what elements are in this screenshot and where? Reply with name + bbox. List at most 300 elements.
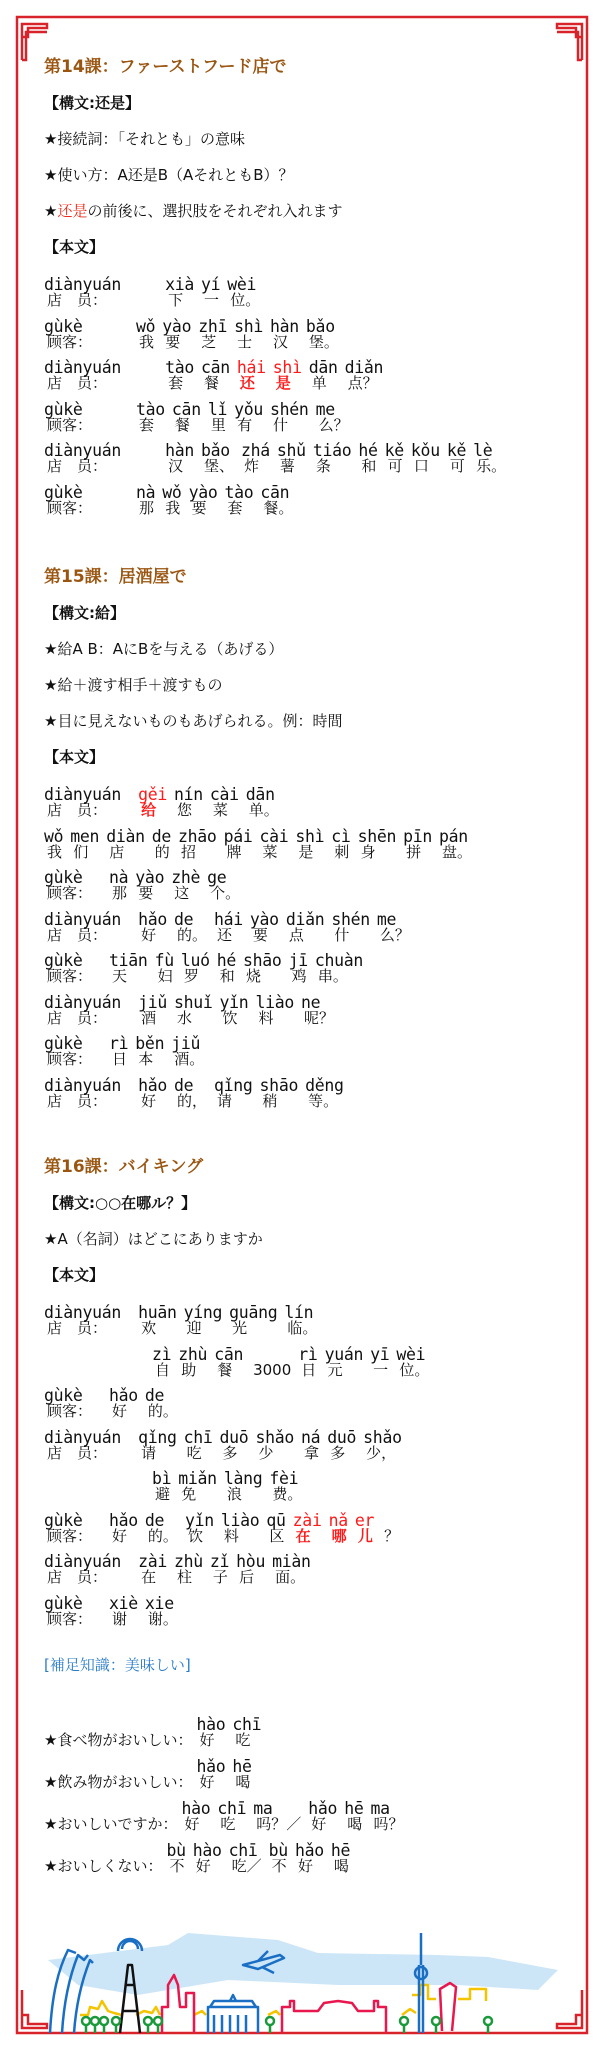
hanzi-text: 店 员： — [47, 374, 108, 392]
hanzi-text: 顾客： — [47, 1609, 93, 1628]
pinyin-text: hé — [216, 951, 237, 970]
pinyin-token — [300, 992, 334, 1027]
pinyin-text: yíng — [183, 1303, 223, 1322]
point-text: 还是 — [57, 202, 88, 220]
pinyin-text: jiǔ — [138, 992, 167, 1012]
pinyin-token — [217, 1801, 246, 1831]
hanzi-text: 酒 — [141, 1008, 157, 1027]
hanzi-text: 要 — [191, 498, 207, 517]
hanzi-text: 吃／ — [231, 1857, 262, 1875]
pinyin-text: yǐn — [184, 1510, 214, 1530]
pinyin-text: zhá — [241, 441, 270, 460]
pinyin-token — [227, 277, 260, 307]
dialog-line — [44, 1388, 574, 1430]
speaker-label — [44, 1427, 122, 1462]
pinyin-text: yào — [249, 909, 279, 929]
pinyin-text: luó — [180, 951, 210, 970]
dialog — [44, 787, 574, 1119]
speaker-label — [44, 1036, 92, 1066]
hanzi-text: 们 — [73, 842, 89, 861]
pinyin-text: diànyuán — [44, 441, 122, 460]
point-text: ★A（名詞）はどこにありますか — [44, 1230, 263, 1248]
hanzi-text: 给 — [141, 801, 157, 819]
hanzi-text: 喝 — [347, 1815, 363, 1833]
hanzi-text: 好 — [199, 1773, 215, 1791]
hanzi-text: 后 — [239, 1568, 255, 1586]
pinyin-token — [193, 1843, 222, 1873]
hanzi-text: 稍 — [262, 1091, 278, 1110]
speaker-label — [44, 1510, 93, 1545]
pinyin-text: yào — [135, 868, 165, 887]
pinyin-token — [385, 443, 404, 473]
pinyin-text: zhāo — [178, 826, 217, 846]
pinyin-token — [357, 826, 397, 861]
pinyin-text: hē — [330, 1841, 351, 1860]
pinyin-token — [181, 953, 210, 983]
pinyin-token — [305, 316, 339, 351]
pinyin-token — [354, 1510, 375, 1545]
hanzi-text: 罗 — [183, 967, 199, 985]
hanzi-text: 我 — [139, 332, 155, 351]
hanzi-text: ？ — [384, 1526, 400, 1545]
hanzi-text: 个。 — [210, 884, 241, 902]
pinyin-text: zhù — [173, 1552, 203, 1571]
pinyin-text: diànyuán — [44, 1303, 122, 1322]
pinyin-text: wèi — [227, 275, 257, 294]
pinyin-text: dān — [308, 358, 338, 377]
hanzi-text: 套 — [139, 415, 155, 434]
hanzi-text: 天 — [112, 967, 128, 985]
pinyin-token — [109, 870, 128, 900]
pinyin-token — [145, 1388, 178, 1418]
pinyin-token — [255, 1427, 294, 1462]
pinyin-token — [376, 909, 410, 944]
pinyin-token — [315, 953, 363, 983]
pinyin-token — [224, 1471, 263, 1501]
pinyin-token — [284, 1305, 317, 1335]
pinyin-text: hàn — [165, 441, 194, 460]
grammar-heading: 【構文:給】 — [44, 604, 125, 622]
lesson-title: 第16課：バイキング — [44, 1157, 204, 1177]
pinyin-text: shén — [270, 399, 309, 419]
dialog-line — [44, 360, 574, 402]
hanzi-text: 好 — [199, 1731, 215, 1749]
hanzi-text: 的 — [154, 842, 170, 861]
pinyin-text: yǐn — [219, 992, 249, 1012]
pinyin-text: hái — [214, 909, 243, 929]
pinyin-text: er — [354, 1510, 375, 1530]
pinyin-token — [138, 787, 167, 817]
speaker-label — [44, 443, 121, 473]
pinyin-token — [253, 1801, 301, 1831]
pinyin-text: duō — [219, 1427, 249, 1447]
hanzi-text: 我 — [165, 498, 181, 517]
pinyin-token — [181, 1801, 210, 1831]
hanzi-text: 好 — [112, 1526, 128, 1545]
pinyin-token — [298, 1344, 318, 1379]
dialog-line — [44, 443, 574, 485]
speaker-label — [44, 992, 122, 1027]
pinyin-token — [266, 1510, 286, 1545]
point-text: ★接続詞：「それとも」の意味 — [44, 130, 245, 148]
pinyin-text: pái — [223, 826, 253, 846]
pinyin-text: yuán — [324, 1344, 364, 1364]
hanzi-text: 好 — [141, 1091, 157, 1110]
hanzi-text: 好 — [184, 1815, 200, 1833]
pinyin-text: gěi — [138, 785, 167, 804]
supplement-title: [補足知識：美味しい] — [44, 1656, 191, 1674]
pinyin-text: shǔ — [276, 441, 306, 460]
hanzi-text: 位。 — [399, 1360, 430, 1379]
hanzi-text: 顾客： — [47, 415, 93, 434]
dialog-line — [44, 1471, 574, 1513]
pinyin-token — [331, 1843, 350, 1873]
pinyin-token — [241, 443, 270, 473]
hanzi-text: 子 — [212, 1568, 228, 1586]
pinyin-token — [327, 1427, 357, 1462]
pinyin-token — [201, 277, 220, 307]
hanzi-text: 在 — [295, 1526, 311, 1545]
pinyin-text: shuǐ — [173, 992, 213, 1012]
hanzi-text: 避 — [155, 1485, 171, 1503]
hanzi-text: 您 — [176, 801, 192, 819]
pinyin-text: hào — [196, 1715, 226, 1734]
pinyin-token — [411, 443, 440, 473]
point-text: ★目に見えないものもあげられる。例：時間 — [44, 712, 343, 730]
pinyin-text: dān — [245, 785, 275, 804]
pinyin-token — [135, 870, 164, 900]
hanzi-text: 刺 — [334, 842, 350, 861]
pinyin-token — [214, 1075, 253, 1110]
dialog-line — [44, 870, 574, 912]
pinyin-text: wèi — [396, 1344, 426, 1364]
pinyin-token — [243, 953, 282, 983]
lesson-section — [44, 559, 574, 1119]
hanzi-text: 助 — [181, 1360, 197, 1379]
hanzi-text: 菜 — [212, 801, 228, 819]
hanzi-text: 店 — [109, 842, 125, 861]
pinyin-text: zài — [138, 1552, 167, 1571]
pinyin-text: yào — [162, 316, 192, 336]
hanzi-text: 吃 — [235, 1731, 251, 1749]
pinyin-text: de — [144, 1510, 165, 1530]
pinyin-token — [138, 909, 167, 944]
hanzi-text: 少， — [366, 1443, 397, 1462]
hanzi-text: 酒。 — [174, 1050, 205, 1068]
pinyin-token — [273, 360, 302, 390]
hanzi-text: 顾客： — [47, 967, 93, 985]
pinyin-text: shǎo — [363, 1427, 402, 1447]
pinyin-text: bǎo — [200, 441, 230, 460]
supplement-section — [44, 1647, 574, 1873]
pinyin-token — [173, 909, 207, 944]
pinyin-token — [344, 1801, 363, 1831]
point-text: の前後に、選択肢をそれぞれ入れます — [87, 202, 343, 220]
pinyin-token — [313, 443, 352, 473]
pinyin-text: diànyuán — [44, 992, 122, 1012]
pinyin-text: ma — [370, 1799, 390, 1818]
pinyin-text: hào — [192, 1841, 222, 1860]
hanzi-text: 招 — [181, 842, 197, 861]
hanzi-text: 里 — [210, 415, 226, 434]
hanzi-text: 喝 — [235, 1773, 251, 1791]
pinyin-text: qū — [266, 1510, 286, 1530]
pinyin-text: cì — [331, 826, 351, 846]
pinyin-token — [328, 1510, 348, 1545]
hanzi-text: 还 — [217, 925, 233, 944]
grammar-heading: 【構文:○○在哪ル？】 — [44, 1194, 197, 1212]
pinyin-text: shén — [331, 909, 370, 929]
pinyin-text: shāo — [243, 951, 282, 970]
hanzi-text: 那 — [112, 884, 128, 902]
point-text: ★使い方：A还是B（AそれともB）？ — [44, 166, 294, 184]
pinyin-text: nà — [136, 482, 156, 502]
lesson-section — [44, 49, 574, 526]
hanzi-text: 店 员： — [47, 925, 108, 944]
pinyin-text: cān — [171, 399, 201, 419]
dialog-line — [44, 482, 574, 527]
pinyin-token — [198, 316, 228, 351]
pinyin-token — [210, 787, 239, 817]
dialog-line — [44, 1036, 574, 1078]
hanzi-text: 套 — [227, 498, 243, 517]
pinyin-text: chī — [228, 1841, 258, 1860]
pinyin-token — [236, 1554, 265, 1584]
hanzi-text: 堡、 — [203, 457, 234, 475]
hanzi-text: 吗？ — [373, 1815, 404, 1833]
pinyin-token — [229, 1305, 277, 1335]
hanzi-text: 一 — [203, 291, 219, 309]
pinyin-text: diàn — [106, 826, 145, 846]
pinyin-token — [345, 360, 384, 390]
hanzi-text: 餐。 — [263, 498, 294, 517]
pinyin-text: diànyuán — [44, 1075, 122, 1095]
hanzi-text: 吃 — [186, 1443, 202, 1462]
hanzi-text: 料 — [223, 1526, 239, 1545]
pinyin-token — [178, 1471, 217, 1501]
hanzi-text: 什 — [334, 925, 350, 944]
pinyin-token — [70, 826, 100, 861]
hanzi-text: 和 — [219, 967, 235, 985]
hanzi-text: 有 — [237, 415, 253, 434]
speaker-label — [44, 1305, 121, 1335]
hanzi-text: 要 — [138, 884, 154, 902]
hanzi-text: 单 — [311, 374, 327, 392]
pinyin-text: làng — [223, 1469, 263, 1488]
text-heading: 【本文】 — [44, 1266, 105, 1284]
hanzi-text: 和 — [361, 457, 377, 475]
hanzi-text: 谢。 — [147, 1609, 178, 1628]
dialog-line — [44, 1510, 574, 1555]
pinyin-token — [165, 360, 194, 390]
hanzi-text: 顾客： — [47, 884, 93, 902]
dialog-line — [44, 399, 574, 444]
pinyin-text: hǎo — [109, 1386, 138, 1405]
point-text: ★ — [44, 202, 58, 220]
pinyin-token — [173, 1075, 207, 1110]
hanzi-text: 么？ — [379, 925, 410, 944]
pinyin-text: gùkè — [44, 316, 83, 336]
pinyin-token — [331, 826, 351, 861]
pinyin-token — [183, 1427, 213, 1462]
dialog-line — [44, 1427, 574, 1472]
pinyin-token — [184, 1510, 214, 1545]
pinyin-token — [171, 399, 201, 434]
pinyin-text: chuàn — [314, 951, 364, 970]
pinyin-text: bù — [268, 1841, 288, 1860]
pinyin-text: duō — [327, 1427, 357, 1447]
pinyin-text: zài — [292, 1510, 322, 1530]
pinyin-text: fèi — [269, 1469, 299, 1488]
hanzi-text: 少 — [258, 1443, 274, 1462]
pinyin-text: chī — [183, 1427, 213, 1447]
pinyin-token — [165, 443, 194, 473]
hanzi-text: 谢 — [112, 1609, 128, 1628]
pinyin-token — [370, 1801, 403, 1831]
supplement-label: ★食べ物がおいしい： — [44, 1731, 193, 1749]
hanzi-text: 呢？ — [303, 1008, 334, 1027]
pinyin-text: xiè — [109, 1593, 138, 1613]
hanzi-text: 乐。 — [476, 457, 507, 475]
hanzi-text: 可 — [387, 457, 403, 475]
pinyin-token — [138, 1075, 167, 1110]
hanzi-text: 哪 — [331, 1526, 347, 1545]
lesson-section — [44, 1149, 574, 1637]
pinyin-token — [381, 1513, 399, 1543]
pinyin-text: ma — [253, 1799, 273, 1818]
pinyin-token — [106, 826, 145, 861]
pinyin-text: shì — [295, 826, 325, 846]
pinyin-text: hǎo — [109, 1510, 138, 1530]
hanzi-text: 妇 — [157, 967, 173, 985]
text-heading: 【本文】 — [44, 748, 105, 766]
pinyin-text: zhī — [198, 316, 228, 336]
pinyin-text: cān — [214, 1344, 244, 1364]
hanzi-text: 水 — [176, 1008, 192, 1027]
pinyin-text: diànyuán — [44, 275, 122, 294]
hanzi-text: 好 — [112, 1402, 128, 1420]
pinyin-token — [219, 992, 249, 1027]
pinyin-text: diànyuán — [44, 785, 122, 804]
pinyin-text: miǎn — [178, 1469, 217, 1488]
pinyin-token — [403, 826, 433, 861]
pinyin-text: hǎo — [196, 1757, 226, 1776]
hanzi-text: 光 — [232, 1319, 248, 1337]
pinyin-text: guāng — [229, 1303, 278, 1322]
pinyin-token — [219, 1427, 249, 1462]
pinyin-token — [201, 360, 230, 390]
pinyin-text: diǎn — [285, 909, 325, 929]
pinyin-token — [259, 1075, 299, 1110]
reichstag — [282, 2001, 386, 2033]
pinyin-token — [174, 1554, 203, 1584]
hanzi-text: 好 — [297, 1857, 313, 1875]
pinyin-text: pīn — [403, 826, 433, 846]
hanzi-text: 喝 — [333, 1857, 349, 1875]
pinyin-token — [135, 1036, 164, 1066]
pinyin-token — [292, 1510, 322, 1545]
hanzi-text: 店 员： — [47, 1091, 108, 1110]
pinyin-token — [363, 1427, 402, 1462]
hanzi-text: 牌 — [226, 842, 242, 861]
pinyin-token — [246, 787, 279, 817]
pinyin-token — [166, 1843, 185, 1873]
pinyin-token — [178, 826, 217, 861]
pinyin-token — [439, 826, 473, 861]
speaker-label — [44, 1554, 121, 1584]
hanzi-text: 拿 — [303, 1443, 319, 1462]
dialog-line — [44, 1305, 574, 1347]
point-text: ★給＋渡す相手＋渡すもの — [44, 676, 223, 694]
hanzi-text: 店 员： — [47, 1568, 108, 1586]
pinyin-text: cān — [200, 358, 230, 377]
pinyin-text: zì — [152, 1344, 172, 1364]
pinyin-text: de — [151, 826, 172, 846]
pinyin-text: me — [376, 909, 397, 929]
pinyin-token — [196, 1717, 225, 1747]
hanzi-text: 的。 — [147, 1402, 178, 1420]
hanzi-text: 餐 — [174, 415, 190, 434]
grammar-heading: 【構文:还是】 — [44, 94, 140, 112]
pinyin-token — [315, 399, 349, 434]
pinyin-text: qǐng — [138, 1427, 177, 1447]
pinyin-text: diànyuán — [44, 358, 122, 377]
pinyin-text: tào — [136, 399, 165, 419]
hanzi-text: 好 — [141, 925, 157, 944]
pinyin-token — [165, 277, 194, 307]
pinyin-text: lè — [473, 441, 493, 460]
hanzi-text: 吗？／ — [256, 1815, 302, 1833]
dialog-line — [44, 787, 574, 829]
lesson-title: 第14課：ファーストフード店で — [44, 57, 287, 77]
hanzi-text: 不 — [271, 1857, 287, 1875]
pinyin-text: hái — [236, 358, 266, 377]
pinyin-token — [269, 1843, 288, 1873]
pinyin-token — [109, 953, 148, 983]
pinyin-token — [370, 1344, 390, 1379]
hanzi-text: 要 — [165, 332, 181, 351]
brandenburg-gate — [208, 1995, 258, 2033]
pinyin-text: nà — [109, 868, 129, 887]
speaker-label — [44, 909, 122, 944]
pinyin-token — [270, 316, 299, 351]
pinyin-token — [269, 1471, 302, 1501]
speaker-label — [44, 1388, 92, 1418]
hanzi-text: 顾客： — [47, 1050, 93, 1068]
hanzi-text: 那 — [139, 498, 155, 517]
pinyin-token — [295, 1843, 324, 1873]
pinyin-text: cài — [259, 826, 289, 846]
hanzi-text: 的。 — [147, 1526, 178, 1545]
pinyin-text: kǒu — [410, 441, 440, 460]
hanzi-text: 是 — [275, 374, 291, 392]
dialog-line — [44, 909, 574, 954]
pinyin-token — [196, 1759, 225, 1789]
pinyin-text: tào — [165, 358, 194, 377]
pinyin-token — [220, 1510, 260, 1545]
pinyin-text: hǎo — [138, 909, 167, 929]
pinyin-text: bù — [166, 1841, 186, 1860]
pinyin-text: hàn — [270, 316, 299, 336]
hanzi-text: 单。 — [248, 801, 279, 819]
pinyin-token — [249, 909, 279, 944]
pinyin-text: zhù — [178, 1344, 208, 1364]
supplement-line — [44, 1705, 574, 1747]
pinyin-text: jiǔ — [171, 1034, 201, 1053]
hanzi-text: 面。 — [275, 1568, 306, 1586]
pinyin-text: de — [173, 1075, 194, 1095]
pinyin-token — [358, 443, 377, 473]
